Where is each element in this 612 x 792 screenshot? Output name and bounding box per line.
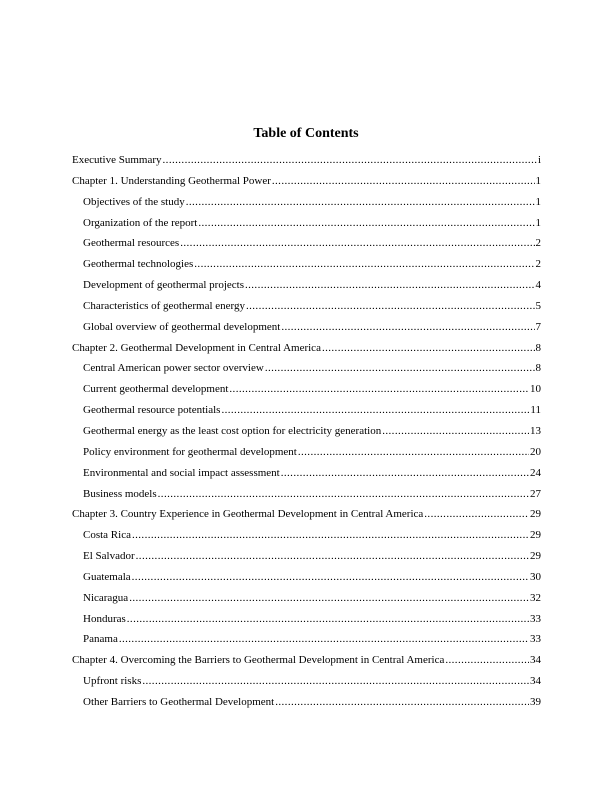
toc-dot-leader <box>281 463 529 484</box>
toc-entry-page: 10 <box>530 383 541 396</box>
toc-dot-leader <box>119 629 529 650</box>
toc-entry-label: Panama <box>83 633 118 646</box>
toc-entry-current-development[interactable] <box>72 379 541 400</box>
toc-dot-leader <box>127 609 529 630</box>
toc-entry-page: 34 <box>530 675 541 688</box>
toc-dot-leader <box>221 400 529 421</box>
toc-entry-guatemala[interactable] <box>72 567 541 588</box>
toc-entry-label: Nicaragua <box>83 591 129 604</box>
toc-entry-label: Other Barriers to Geothermal Development <box>83 695 275 708</box>
toc-entry-label: Chapter 2. Geothermal Development in Central America <box>72 341 321 354</box>
toc-entry-business-models[interactable] <box>72 484 541 505</box>
toc-entry-label: Organization of the report <box>83 216 198 229</box>
toc-entry-page: 11 <box>530 404 541 417</box>
toc-entry-page: 4 <box>535 279 541 292</box>
toc-dot-leader <box>265 358 535 379</box>
toc-entry-upfront-risks[interactable] <box>72 671 541 692</box>
toc-entry-page: i <box>537 154 541 166</box>
toc-entry-label: Objectives of the study <box>83 195 185 208</box>
toc-entry-page: 24 <box>530 466 541 479</box>
toc-dot-leader <box>275 692 529 713</box>
toc-entry-page: 1 <box>535 216 541 229</box>
toc-entry-characteristics[interactable] <box>72 296 541 317</box>
toc-entry-page: 29 <box>530 529 541 542</box>
toc-entry-label: Geothermal resource potentials <box>83 404 221 417</box>
toc-entry-label: Geothermal technologies <box>83 258 194 271</box>
toc-entry-label: Costa Rica <box>83 529 131 542</box>
toc-entry-power-sector[interactable] <box>72 358 541 379</box>
toc-entry-objectives[interactable] <box>72 192 541 213</box>
toc-entry-label: Global overview of geothermal development <box>83 320 281 333</box>
toc-entry-page: 1 <box>535 195 541 208</box>
toc-entry-page: 33 <box>530 633 541 646</box>
toc-entry-honduras[interactable] <box>72 609 541 630</box>
toc-entry-page: 7 <box>535 320 541 333</box>
toc-entry-chapter-4[interactable] <box>72 650 541 671</box>
toc-dot-leader <box>281 317 534 338</box>
toc-dot-leader <box>129 588 529 609</box>
toc-entry-page: 20 <box>530 445 541 458</box>
toc-entry-page: 29 <box>530 508 541 521</box>
toc-entry-label: Development of geothermal projects <box>83 279 244 292</box>
toc-entry-page: 33 <box>530 612 541 625</box>
toc-entry-label: Business models <box>83 487 157 500</box>
toc-dot-leader <box>245 275 535 296</box>
toc-entry-label: Upfront risks <box>83 675 142 688</box>
toc-entry-executive-summary[interactable] <box>72 150 541 171</box>
toc-entry-page: 34 <box>530 654 541 667</box>
toc-entry-page: 27 <box>530 487 541 500</box>
toc-dot-leader <box>163 150 537 171</box>
toc-entry-page: 2 <box>535 237 541 250</box>
toc-list <box>72 150 541 713</box>
toc-entry-el-salvador[interactable] <box>72 546 541 567</box>
toc-entry-label: El Salvador <box>83 550 135 563</box>
toc-dot-leader <box>272 171 535 192</box>
toc-entry-costa-rica[interactable] <box>72 525 541 546</box>
toc-entry-page: 30 <box>530 570 541 583</box>
toc-entry-nicaragua[interactable] <box>72 588 541 609</box>
toc-entry-geothermal-technologies[interactable] <box>72 254 541 275</box>
toc-entry-organization[interactable] <box>72 213 541 234</box>
toc-dot-leader <box>180 233 534 254</box>
toc-entry-page: 32 <box>530 591 541 604</box>
toc-entry-label: Environmental and social impact assessment <box>83 466 280 479</box>
toc-entry-label: Executive Summary <box>72 154 162 166</box>
toc-dot-leader <box>298 442 529 463</box>
toc-dot-leader <box>186 192 535 213</box>
toc-dot-leader <box>198 213 534 234</box>
toc-entry-label: Guatemala <box>83 570 131 583</box>
toc-entry-page: 2 <box>535 258 541 271</box>
toc-entry-label: Chapter 1. Understanding Geothermal Power <box>72 174 271 187</box>
toc-dot-leader <box>382 421 529 442</box>
toc-entry-impact-assessment[interactable] <box>72 463 541 484</box>
toc-dot-leader <box>246 296 535 317</box>
toc-dot-leader <box>229 379 529 400</box>
toc-entry-geothermal-resources[interactable] <box>72 233 541 254</box>
toc-dot-leader <box>132 567 529 588</box>
toc-dot-leader <box>142 671 529 692</box>
toc-entry-chapter-2[interactable] <box>72 338 541 359</box>
toc-entry-global-overview[interactable] <box>72 317 541 338</box>
toc-entry-label: Geothermal resources <box>83 237 180 250</box>
toc-entry-page: 29 <box>530 550 541 563</box>
toc-entry-page: 8 <box>535 341 541 354</box>
page-title: Table of Contents <box>253 126 359 141</box>
toc-entry-other-barriers[interactable] <box>72 692 541 713</box>
toc-entry-panama[interactable] <box>72 629 541 650</box>
toc-entry-resource-potentials[interactable] <box>72 400 541 421</box>
toc-dot-leader <box>136 546 529 567</box>
toc-entry-label: Policy environment for geothermal development <box>83 445 297 458</box>
toc-entry-page: 5 <box>535 299 541 312</box>
toc-entry-label: Geothermal energy as the least cost option for electricity generation <box>83 424 382 437</box>
toc-dot-leader <box>445 650 529 671</box>
toc-entry-chapter-1[interactable] <box>72 171 541 192</box>
toc-entry-chapter-3[interactable] <box>72 504 541 525</box>
toc-entry-label: Chapter 3. Country Experience in Geothermal Development in Central America <box>72 508 424 521</box>
toc-dot-leader <box>132 525 529 546</box>
toc-entry-label: Characteristics of geothermal energy <box>83 299 245 312</box>
toc-entry-label: Honduras <box>83 612 126 625</box>
toc-entry-label: Chapter 4. Overcoming the Barriers to Geothermal Development in Central America <box>72 654 445 667</box>
toc-dot-leader <box>322 338 535 359</box>
toc-entry-page: 13 <box>530 424 541 437</box>
toc-entry-page: 1 <box>535 174 541 187</box>
toc-entry-page: 8 <box>535 362 541 375</box>
toc-entry-label: Central American power sector overview <box>83 362 264 375</box>
toc-entry-least-cost[interactable] <box>72 421 541 442</box>
toc-dot-leader <box>158 484 529 505</box>
toc-dot-leader <box>424 504 529 525</box>
toc-dot-leader <box>194 254 534 275</box>
toc-entry-label: Current geothermal development <box>83 383 229 396</box>
toc-entry-development-projects[interactable] <box>72 275 541 296</box>
toc-entry-page: 39 <box>530 695 541 708</box>
toc-entry-policy-environment[interactable] <box>72 442 541 463</box>
